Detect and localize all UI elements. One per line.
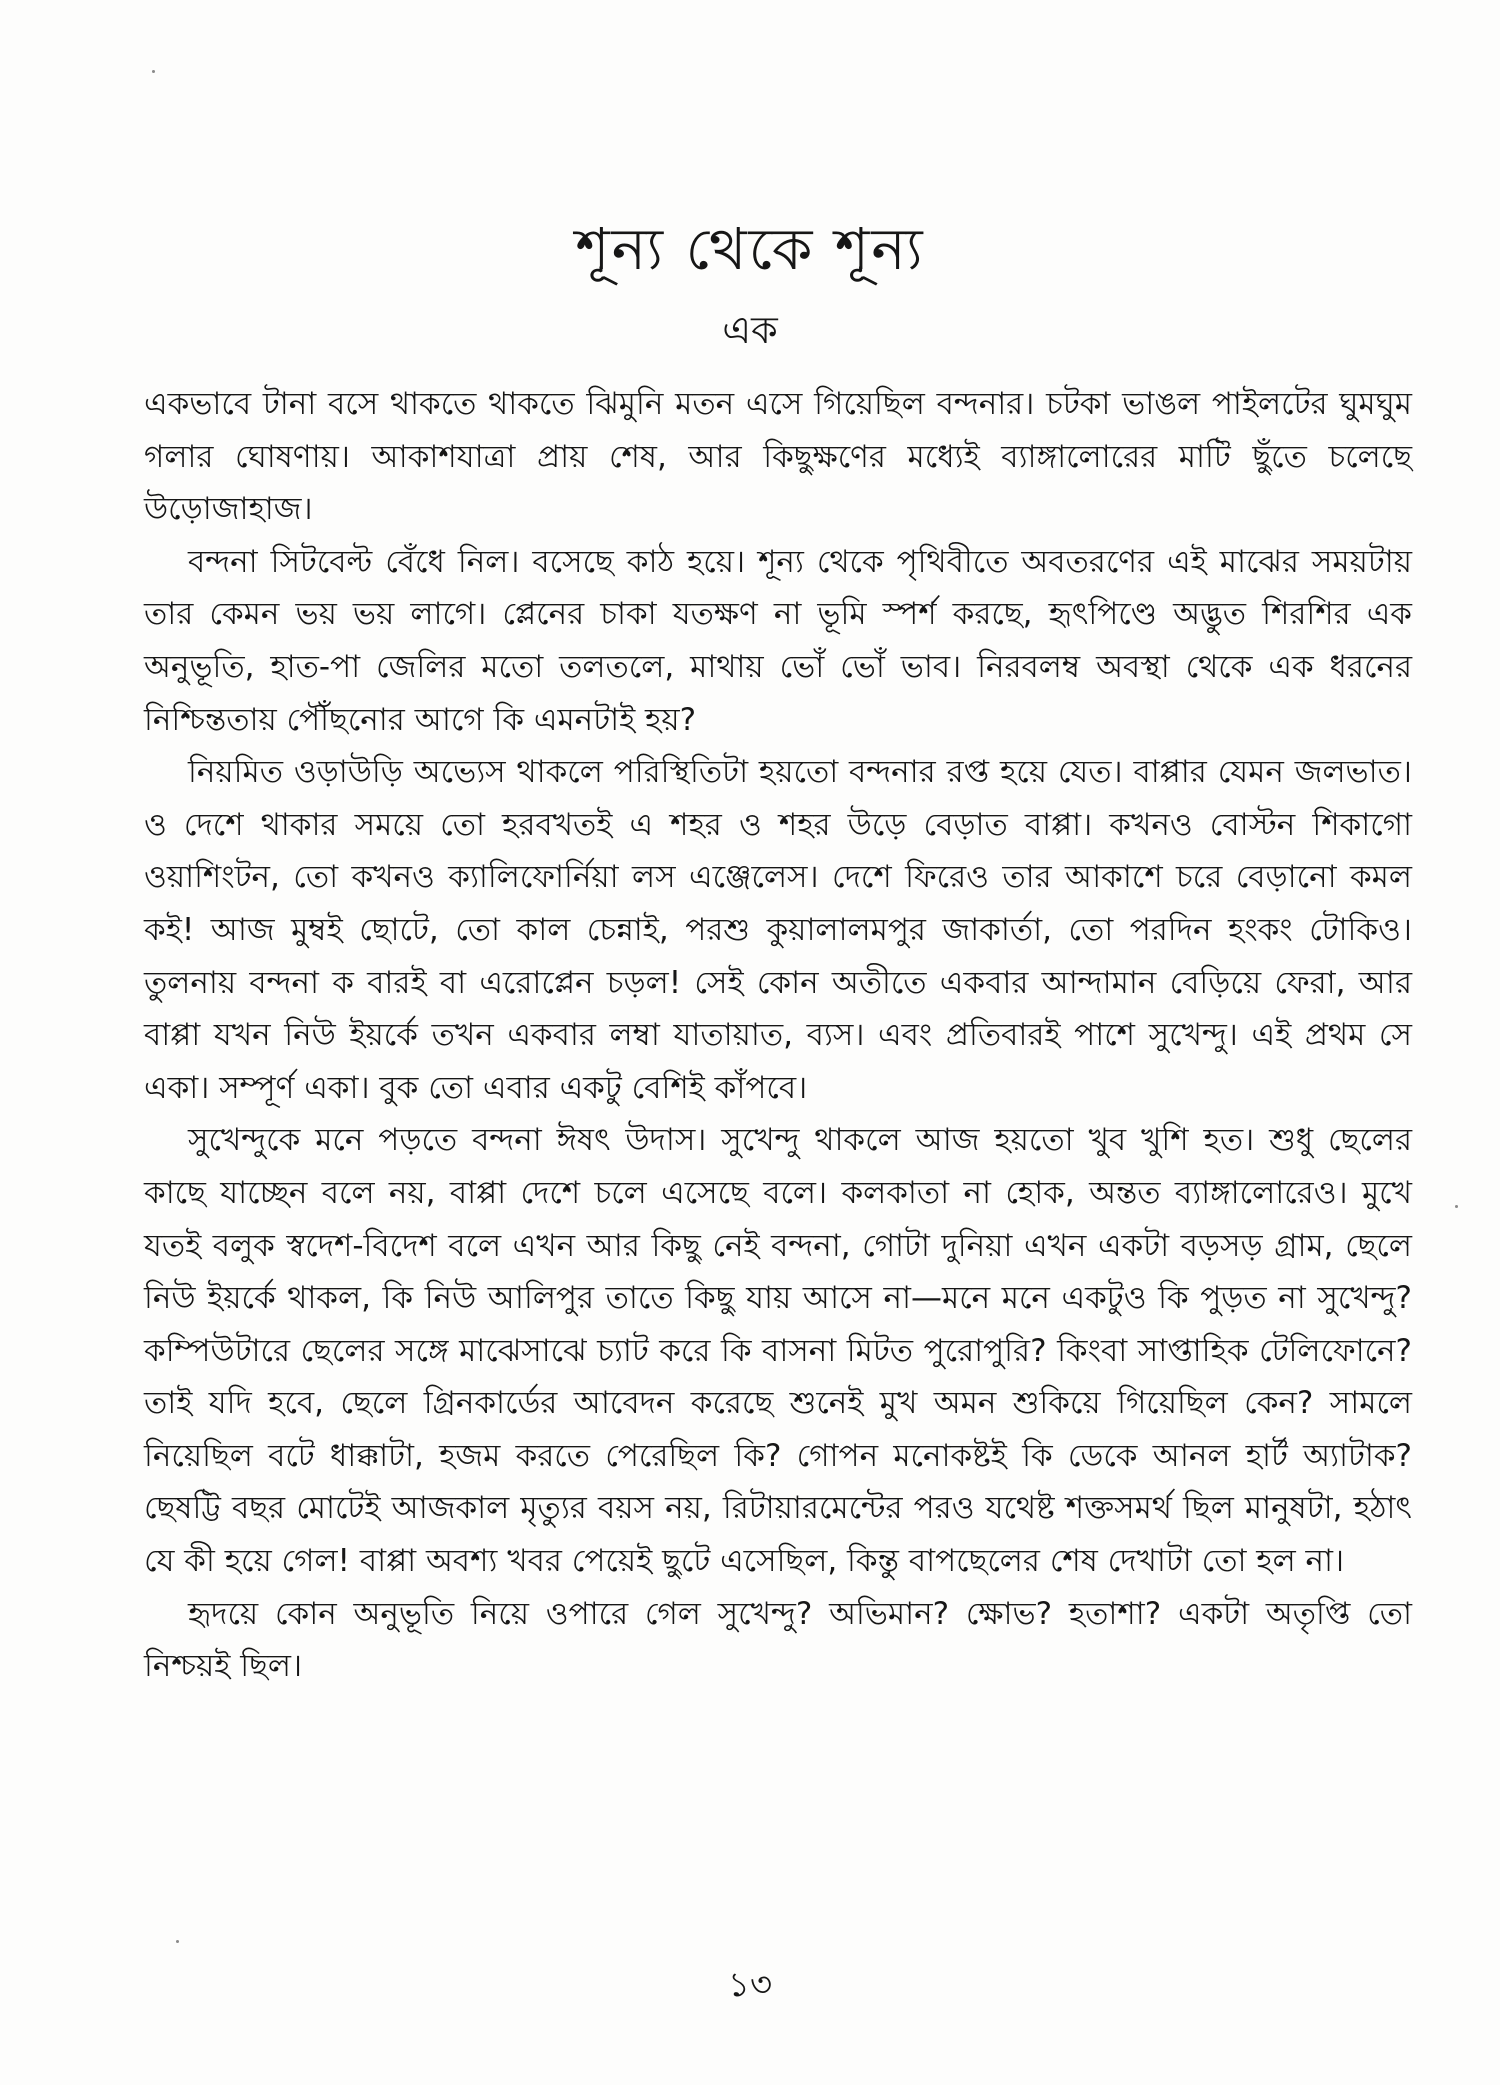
story-body xyxy=(144,378,1412,1693)
page-number: ১৩ xyxy=(727,1965,773,2005)
paragraph: একভাবে টানা বসে থাকতে থাকতে ঝিমুনি মতন এসে গিয়েছিল বন্দনার। চটকা ভাঙল পাইলটের ঘুমঘুম গলার ঘোষণায়। আকাশযাত্রা প্রায় শেষ, আর কিছুক্ষণের মধ্যেই ব্যাঙ্গালোরের মাটি ছুঁতে চলেছে উড়োজাহাজ। xyxy=(144,386,1412,528)
paragraph: বন্দনা সিটবেল্ট বেঁধে নিল। বসেছে কাঠ হয়ে। শূন্য থেকে পৃথিবীতে অবতরণের এই মাঝের সময়টায় তার কেমন ভয় ভয় লাগে। প্লেনের চাকা যতক্ষণ না ভূমি স্পর্শ করছে, হৃৎপিণ্ডে অদ্ভুত শিরশির এক অনুভূতি, হাত-পা জেলির মতো তলতলে, মাথায় ভোঁ ভোঁ ভাব। নিরবলম্ব অবস্থা থেকে এক ধরনের নিশ্চিন্ততায় পৌঁছনোর আগে কি এমনটাই হয়? xyxy=(144,543,1412,738)
paragraph: হৃদয়ে কোন অনুভূতি নিয়ে ওপারে গেল সুখেন্দু? অভিমান? ক্ষোভ? হতাশা? একটা অতৃপ্তি তো নিশ্চয়ই ছিল। xyxy=(144,1595,1412,1685)
paragraph: নিয়মিত ওড়াউড়ি অভ্যেস থাকলে পরিস্থিতিটা হয়তো বন্দনার রপ্ত হয়ে যেত। বাপ্পার যেমন জলভাত। ও দেশে থাকার সময়ে তো হরবখতই এ শহর ও শহর উড়ে বেড়াত বাপ্পা। কখনও বোস্টন শিকাগো ওয়াশিংটন, তো কখনও ক্যালিফোর্নিয়া লস এঞ্জেলেস। দেশে ফিরেও তার আকাশে চরে বেড়ানো কমল কই! আজ মুম্বই ছোটে, তো কাল চেন্নাই, পরশু কুয়ালালমপুর জাকার্তা, তো পরদিন হংকং টোকিও। তুলনায় বন্দনা ক বারই বা এরোপ্লেন চড়ল! সেই কোন অতীতে একবার আন্দামান বেড়িয়ে ফেরা, আর বাপ্পা যখন নিউ ইয়র্কে তখন একবার লম্বা যাতায়াত, ব্যস। এবং প্রতিবারই পাশে সুখেন্দু। এই প্রথম সে একা। সম্পূর্ণ একা। বুক তো এবার একটু বেশিই কাঁপবে। xyxy=(144,754,1412,1106)
paper-speck xyxy=(1455,1205,1458,1208)
chapter-heading: এক xyxy=(722,308,778,352)
story-title: শূন্য থেকে শূন্য xyxy=(575,214,925,283)
paper-speck xyxy=(176,1940,179,1943)
paragraph: সুখেন্দুকে মনে পড়তে বন্দনা ঈষৎ উদাস। সুখেন্দু থাকলে আজ হয়তো খুব খুশি হত। শুধু ছেলের কাছে যাচ্ছেন বলে নয়, বাপ্পা দেশে চলে এসেছে বলে। কলকাতা না হোক, অন্তত ব্যাঙ্গালোরেও। মুখে যতই বলুক স্বদেশ-বিদেশ বলে এখন আর কিছু নেই বন্দনা, গোটা দুনিয়া এখন একটা বড়সড় গ্রাম, ছেলে নিউ ইয়র্কে থাকল, কি নিউ আলিপুর তাতে কিছু যায় আসে না—মনে মনে একটুও কি পুড়ত না সুখেন্দু? কম্পিউটারে ছেলের সঙ্গে মাঝেসাঝে চ্যাট করে কি বাসনা মিটত পুরোপুরি? কিংবা সাপ্তাহিক টেলিফোনে? তাই যদি হবে, ছেলে গ্রিনকার্ডের আবেদন করেছে শুনেই মুখ অমন শুকিয়ে গিয়েছিল কেন? সামলে নিয়েছিল বটে ধাক্কাটা, হজম করতে পেরেছিল কি? গোপন মনোকষ্টই কি ডেকে আনল হার্ট অ্যাটাক? ছেষট্টি বছর মোটেই আজকাল মৃত্যুর বয়স নয়, রিটায়ারমেন্টের পরও যথেষ্ট শক্তসমর্থ ছিল মানুষটা, হঠাৎ যে কী হয়ে গেল! বাপ্পা অবশ্য খবর পেয়েই ছুটে এসেছিল, কিন্তু বাপছেলের শেষ দেখাটা তো হল না। xyxy=(144,1122,1412,1580)
paper-speck xyxy=(152,70,155,73)
